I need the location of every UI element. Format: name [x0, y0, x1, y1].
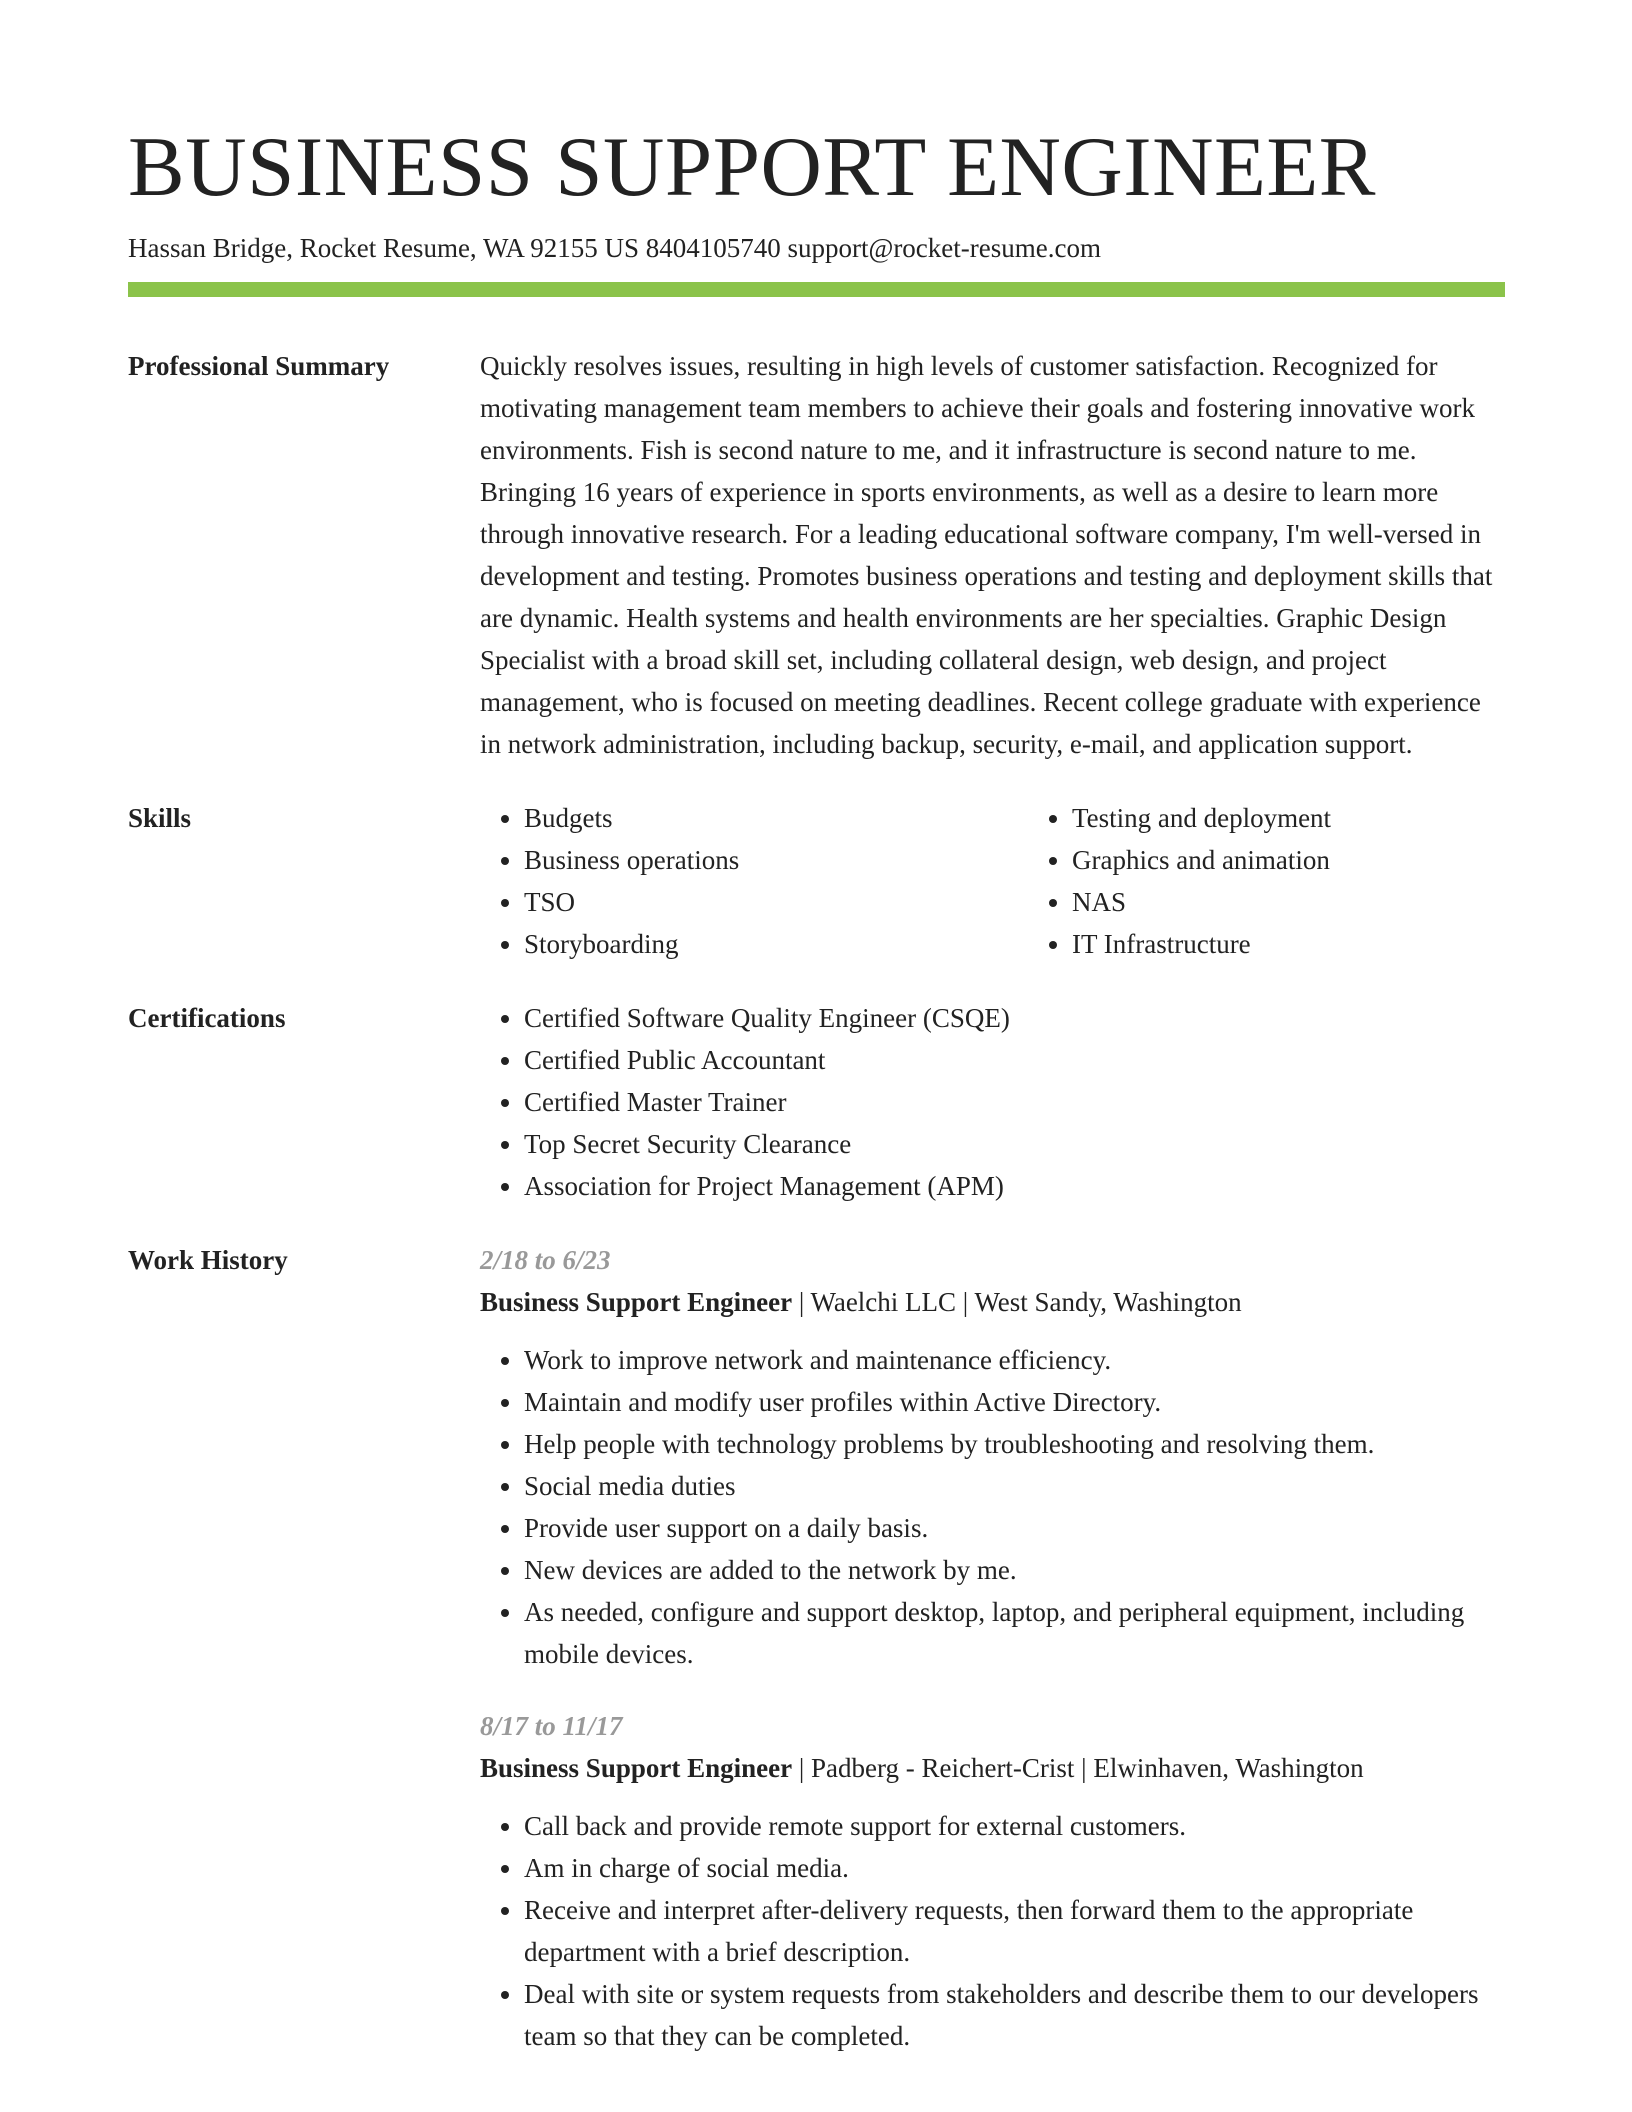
job-title: Business Support Engineer	[480, 1287, 793, 1317]
certifications-heading: Certifications	[128, 1003, 286, 1033]
skill-item: • IT Infrastructure	[1072, 923, 1505, 965]
job-bullet: • Am in charge of social media.	[524, 1847, 1505, 1889]
job-bullet: • Call back and provide remote support for external customers.	[524, 1805, 1505, 1847]
job-details: | Padberg - Reichert-Crist | Elwinhaven, Washington	[792, 1753, 1364, 1783]
certification-item: • Certified Software Quality Engineer (CSQE)	[524, 997, 1505, 1039]
job-entry	[480, 1705, 1505, 2057]
skills-section	[128, 797, 1505, 965]
certification-item: • Association for Project Management (APM)	[524, 1165, 1505, 1207]
certification-item: • Certified Public Accountant	[524, 1039, 1505, 1081]
job-bullet: • Provide user support on a daily basis.	[524, 1507, 1505, 1549]
job-bullet: • New devices are added to the network by me.	[524, 1549, 1505, 1591]
skill-item: • Business operations	[524, 839, 1028, 881]
job-title: Business Support Engineer	[480, 1753, 793, 1783]
job-dates: 8/17 to 11/17	[480, 1711, 623, 1741]
header-divider	[128, 282, 1505, 297]
skill-item: • Graphics and animation	[1072, 839, 1505, 881]
job-bullet: • Maintain and modify user profiles within Active Directory.	[524, 1381, 1505, 1423]
work-history-heading: Work History	[128, 1245, 288, 1275]
skills-list-right	[1028, 797, 1505, 965]
skills-list-left	[480, 797, 1028, 965]
skill-item: • Testing and deployment	[1072, 797, 1505, 839]
contact-info: Hassan Bridge, Rocket Resume, WA 92155 US 8404105740 support@rocket-resume.com	[128, 233, 1101, 263]
job-bullet: • Work to improve network and maintenance efficiency.	[524, 1339, 1505, 1381]
job-bullet: • As needed, configure and support desktop, laptop, and peripheral equipment, including mobile devices.	[524, 1591, 1505, 1675]
summary-text: Quickly resolves issues, resulting in high levels of customer satisfaction. Recognized for motivating management team members to achieve their goals and fostering innovative work environments. Fish is second nature to me, and it infrastructure is second nature to me. Bringing 16 years of experience in sports environments, as well as a desire to learn more through innovative research. For a leading educational software company, I'm well-versed in development and testing. Promotes business operations and testing and deployment skills that are dynamic. Health systems and health environments are her specialties. Graphic Design Specialist with a broad skill set, including collateral design, web design, and project management, who is focused on meeting deadlines. Recent college graduate with experience in network administration, including backup, security, e-mail, and application support.	[480, 351, 1493, 759]
job-bullet: • Help people with technology problems by troubleshooting and resolving them.	[524, 1423, 1505, 1465]
certifications-list	[480, 997, 1505, 1207]
job-bullets	[480, 1805, 1505, 2057]
job-bullet: • Deal with site or system requests from stakeholders and describe them to our developers team so that they can be completed.	[524, 1973, 1505, 2057]
job-bullet: • Social media duties	[524, 1465, 1505, 1507]
job-dates: 2/18 to 6/23	[480, 1245, 611, 1275]
skill-item: • Budgets	[524, 797, 1028, 839]
certification-item: • Top Secret Security Clearance	[524, 1123, 1505, 1165]
summary-heading: Professional Summary	[128, 351, 390, 381]
job-bullet: • Receive and interpret after-delivery requests, then forward them to the appropriate department with a brief description.	[524, 1889, 1505, 1973]
job-entry	[480, 1239, 1505, 1675]
job-bullets	[480, 1339, 1505, 1675]
resume-page	[128, 0, 1505, 2057]
page-title: BUSINESS SUPPORT ENGINEER	[128, 120, 1376, 214]
certification-item: • Certified Master Trainer	[524, 1081, 1505, 1123]
summary-section	[128, 345, 1505, 765]
job-header	[480, 1281, 1505, 1323]
skill-item: • Storyboarding	[524, 923, 1028, 965]
certifications-section	[128, 997, 1505, 1207]
work-history-section	[128, 1239, 1505, 2057]
skills-heading: Skills	[128, 803, 192, 833]
job-header	[480, 1747, 1505, 1789]
skill-item: • NAS	[1072, 881, 1505, 923]
job-details: | Waelchi LLC | West Sandy, Washington	[792, 1287, 1242, 1317]
skill-item: • TSO	[524, 881, 1028, 923]
